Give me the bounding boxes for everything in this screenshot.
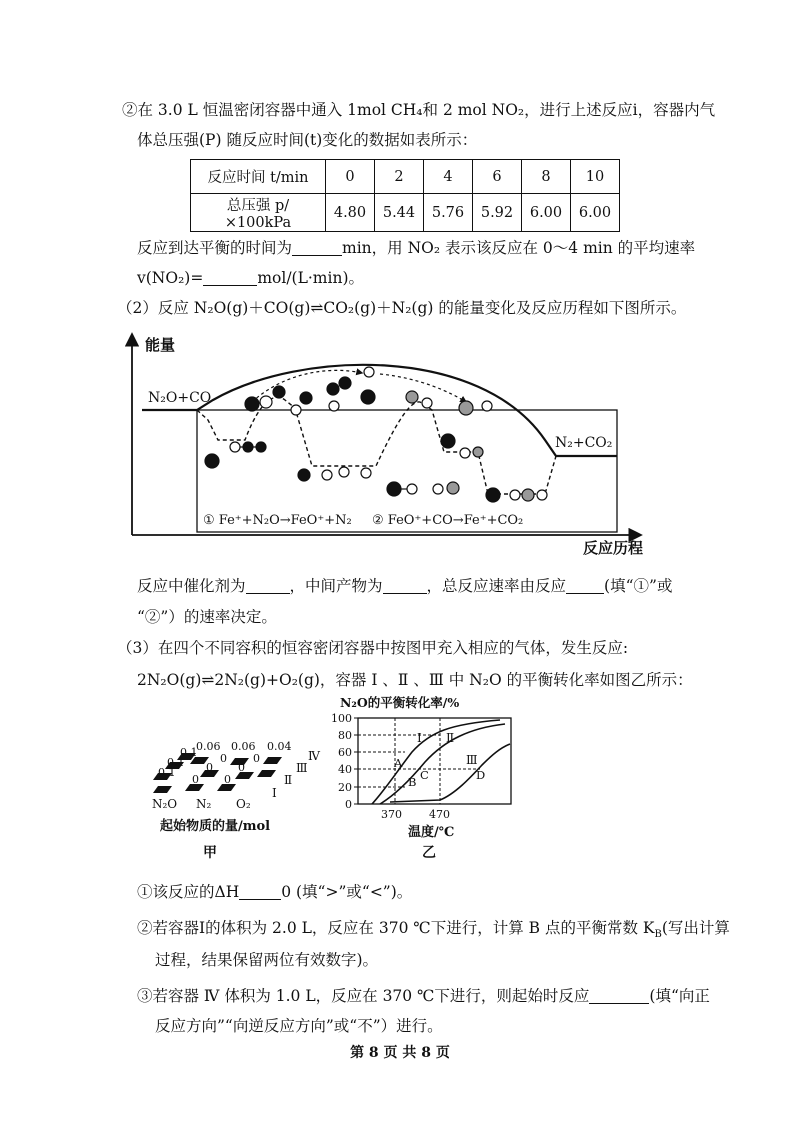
table-cell: 2 — [375, 160, 424, 194]
answer-blank[interactable] — [589, 988, 649, 1004]
y-tick-label: 80 — [338, 729, 352, 742]
point-label: C — [420, 768, 429, 782]
value-label: 0 — [253, 752, 260, 765]
y-tick-label: 60 — [338, 746, 352, 759]
x-tick-label: 370 — [381, 808, 402, 821]
question-text: ，中间产物为 — [289, 577, 383, 595]
answer-blank[interactable] — [239, 884, 281, 900]
q2-2-line1: ②在 3.0 L 恒温密闭容器中通入 1mol CH₄和 2 mol NO₂，进行上述反应ⅰ，容器内气 — [122, 101, 716, 119]
q3-sub2-line2: 过程，结果保留两位有效数字)。 — [155, 951, 379, 969]
point-label: D — [476, 768, 486, 782]
table-cell: 6.00 — [571, 194, 620, 232]
value-label: 0.1 — [167, 756, 185, 769]
q3-equation: 2N₂O(g)⇌2N₂(g)+O₂(g)，容器 Ⅰ 、Ⅱ 、Ⅲ 中 N₂O 的平衡转化率如图乙所示： — [137, 671, 693, 689]
point-label: B — [408, 775, 417, 789]
page-footer: 第 8 页 共 8 页 — [350, 1045, 450, 1061]
q3-sub3-line2: 反应方向”“向逆反应方向”或“不”）进行。 — [155, 1017, 443, 1035]
jia-caption: 甲 — [203, 845, 217, 861]
q2-2-line2: 体总压强(P) 随反应时间(t)变化的数据如表所示： — [137, 131, 478, 149]
yi-caption: 乙 — [422, 845, 436, 861]
question-text: ②若容器Ⅰ的体积为 2.0 L，反应在 370 ℃下进行，计算 B 点的平衡常数 K — [137, 919, 655, 937]
step1-label: ① Fe⁺+N₂O→FeO⁺+N₂ — [203, 513, 352, 528]
curve-label: Ⅱ — [446, 731, 455, 745]
point-label: A — [394, 756, 403, 770]
q2-answer-line2: “②”）的速率决定。 — [137, 608, 277, 626]
question-text: (填“①”或 — [604, 577, 673, 595]
value-label: 0 — [238, 761, 245, 774]
q3-sub1 — [137, 880, 412, 902]
subscript: B — [654, 929, 662, 941]
container-label: Ⅲ — [296, 761, 308, 775]
question-text: 反应中催化剂为 — [137, 577, 246, 595]
reactants-label: N₂O+CO — [148, 390, 212, 406]
question-text: mol/(L·min)。 — [257, 269, 364, 287]
curve-label: Ⅲ — [466, 753, 478, 767]
value-label: 0.1 — [180, 746, 198, 759]
table-cell: 4 — [424, 160, 473, 194]
curve-label: Ⅰ — [417, 731, 422, 745]
value-label: 0.06 — [231, 740, 256, 753]
question-text: ，总反应速率由反应 — [426, 577, 567, 595]
x-axis-label: 反应历程 — [583, 539, 644, 557]
yi-xlabel: 温度/℃ — [408, 825, 455, 840]
y-tick-label: 20 — [338, 781, 352, 794]
x-tick-label: 470 — [429, 808, 450, 821]
yi-ylabel: N₂O的平衡转化率/% — [340, 695, 460, 710]
y-tick-label: 40 — [338, 763, 352, 776]
value-label: 0 — [224, 773, 231, 786]
jia-axis-label: 起始物质的量/mol — [160, 819, 271, 834]
value-label: 0.04 — [267, 740, 292, 753]
y-axis-label: 能量 — [145, 336, 176, 354]
table-cell: 5.76 — [424, 194, 473, 232]
value-label: 0 — [220, 752, 227, 765]
q2-stem: （2）反应 N₂O(g)＋CO(g)⇌CO₂(g)＋N₂(g) 的能量变化及反应历程如下图所示。 — [117, 299, 687, 317]
species-label: N₂O — [152, 797, 178, 811]
q3-sub3-line1 — [137, 984, 710, 1006]
value-label: 0 — [192, 773, 199, 786]
value-label: 0 — [206, 761, 213, 774]
species-label: N₂ — [196, 797, 212, 811]
species-label: O₂ — [236, 797, 251, 811]
table-cell: 8 — [522, 160, 571, 194]
question-text: ①该反应的ΔH — [137, 883, 240, 901]
yi-plot-frame — [358, 718, 511, 804]
table-cell: 4.80 — [326, 194, 375, 232]
q3-sub2-line1 — [137, 916, 730, 940]
question-text: 反应到达平衡的时间为 — [137, 239, 293, 257]
table-cell: 6 — [473, 160, 522, 194]
question-text: v(NO₂)= — [137, 269, 204, 287]
question-text: ③若容器 Ⅳ 体积为 1.0 L，反应在 370 ℃下进行，则起始时反应 — [137, 987, 590, 1005]
table-cell: 0 — [326, 160, 375, 194]
container-label: Ⅳ — [308, 749, 320, 763]
q3-stem: （3）在四个不同容积的恒容密闭容器中按图甲充入相应的气体，发生反应: — [117, 639, 629, 657]
products-label: N₂+CO₂ — [555, 435, 613, 451]
step2-label: ② FeO⁺+CO→Fe⁺+CO₂ — [372, 513, 524, 528]
value-label: 0.1 — [158, 766, 176, 779]
table-cell: 5.44 — [375, 194, 424, 232]
conversion-curves — [372, 720, 510, 804]
question-text: min，用 NO₂ 表示该反应在 0～4 min 的平均速率 — [342, 239, 696, 257]
y-tick-label: 100 — [331, 712, 352, 725]
question-text: (写出计算 — [661, 919, 730, 937]
table-row-label: 反应时间 t/min — [191, 160, 326, 194]
table-row-label: 总压强 p/×100kPa — [191, 194, 326, 232]
question-text: 0 (填“>”或“<”)。 — [281, 883, 413, 901]
table-cell: 6.00 — [522, 194, 571, 232]
table-cell: 10 — [571, 160, 620, 194]
table-cell: 5.92 — [473, 194, 522, 232]
question-text: (填“向正 — [649, 987, 710, 1005]
value-label: 0.06 — [196, 740, 221, 753]
container-label: Ⅰ — [272, 786, 277, 800]
y-tick-label: 0 — [345, 798, 352, 811]
container-label: Ⅱ — [284, 773, 293, 787]
